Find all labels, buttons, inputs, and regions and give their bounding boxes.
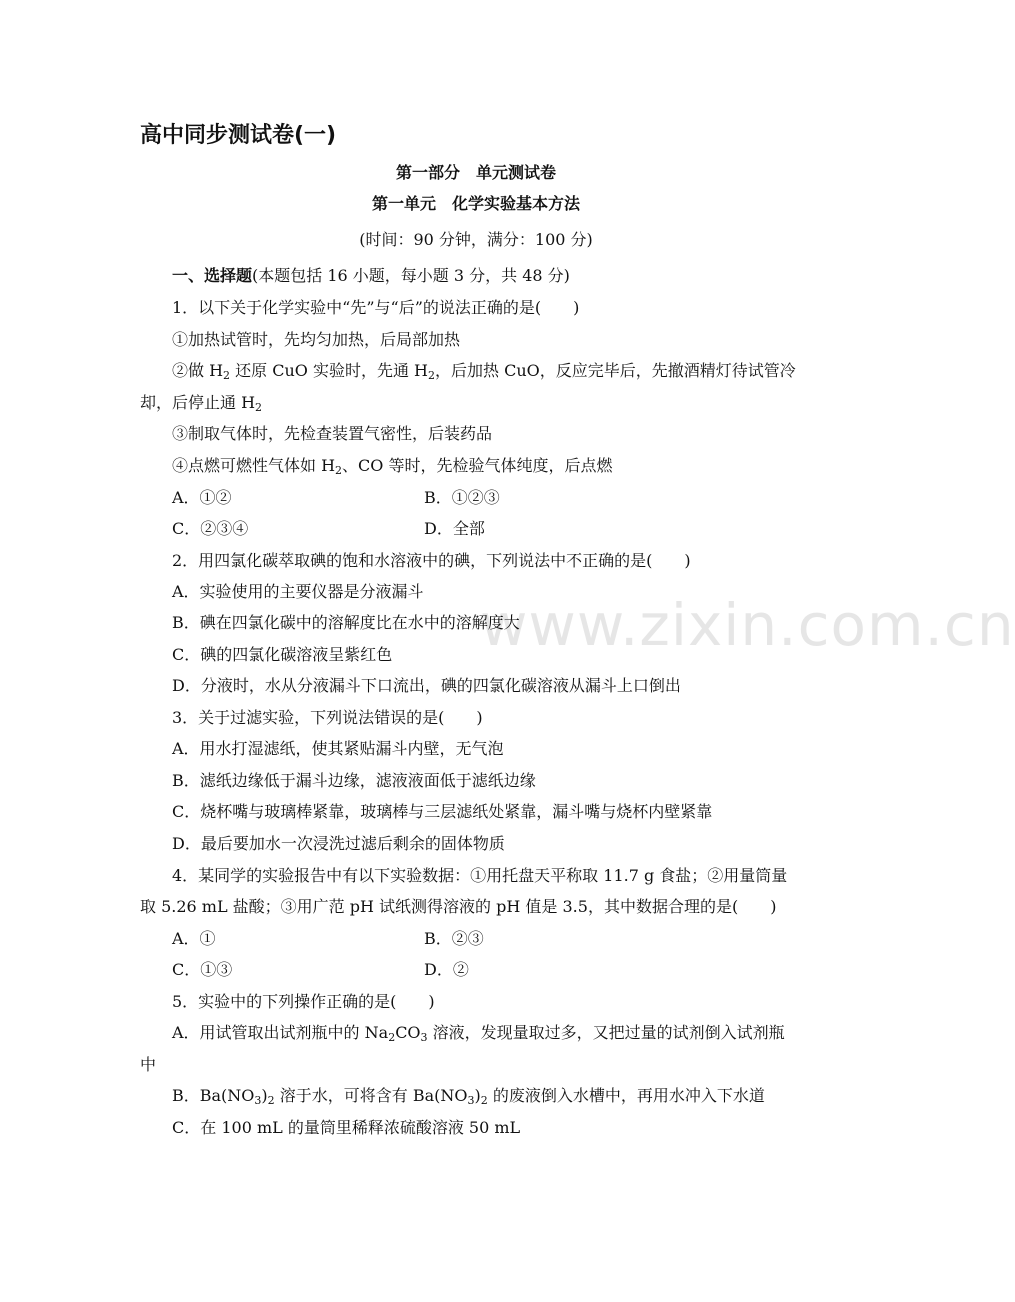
question-4-option-d: D．② [424,960,469,979]
question-3-stem: 3．关于过滤实验，下列说法错误的是( ) [172,708,483,727]
text-run: 溶液，发现量取过多，又把过量的试剂倒入试剂瓶 [427,1023,785,1042]
question-4-option-a: A．① [172,929,216,948]
page-title: 高中同步测试卷(一) [140,123,337,148]
text-run: 、CO 等时，先检验气体纯度，后点燃 [342,456,613,475]
text-run: ) [261,1086,268,1105]
text-run: ) [474,1086,481,1105]
question-1-option-d: D．全部 [424,519,485,538]
question-5-option-a [172,1023,785,1044]
question-2-option-c: C．碘的四氯化碳溶液呈紫红色 [172,645,393,664]
question-5-option-a-continued: 中 [140,1055,157,1074]
subscript: 3 [254,1094,262,1107]
text-run: 却，后停止通 H [140,393,256,412]
text-run: A．用试管取出试剂瓶中的 Na [172,1023,389,1042]
section-heading [172,268,570,284]
question-1-item-2-continued [140,393,263,414]
question-3-option-d: D．最后要加水一次浸洗过滤后剩余的固体物质 [172,834,505,853]
question-5-option-c: C．在 100 mL 的量筒里稀释浓硫酸溶液 50 mL [172,1118,521,1137]
question-1-option-c: C．②③④ [172,519,249,538]
subscript: 2 [255,401,263,414]
subscript: 2 [335,464,343,477]
text-run: 溶于水，可将含有 Ba(NO [274,1086,468,1105]
text-run: ②做 H [172,361,224,380]
section-heading-label: 一、选择题 [172,266,253,285]
question-1-stem: 1．以下关于化学实验中“先”与“后”的说法正确的是( ) [172,298,580,317]
question-4-option-b: B．②③ [424,929,484,948]
exam-meta: (时间：90 分钟，满分：100 分) [359,230,593,249]
question-4-stem-line-1: 4．某同学的实验报告中有以下实验数据：①用托盘天平称取 11.7 g 食盐；②用量筒量 [172,866,788,885]
question-1-option-a: A．①② [172,488,232,507]
section-heading-note: (本题包括 16 小题，每小题 3 分，共 48 分) [252,266,570,285]
text-run: ，后加热 CuO，反应完毕后，先撤酒精灯待试管冷 [435,361,796,380]
question-3-option-c: C．烧杯嘴与玻璃棒紧靠，玻璃棒与三层滤纸处紧靠，漏斗嘴与烧杯内壁紧靠 [172,802,713,821]
question-1-item-1: ①加热试管时，先均匀加热，后局部加热 [172,330,461,349]
subscript: 2 [428,369,436,382]
watermark: www.zixin.com.cn [480,591,1015,659]
text-run: 的废液倒入水槽中，再用水冲入下水道 [487,1086,765,1105]
subscript: 2 [480,1094,488,1107]
question-2-option-a: A．实验使用的主要仪器是分液漏斗 [172,582,424,601]
question-1-item-3: ③制取气体时，先检查装置气密性，后装药品 [172,424,493,443]
question-2-stem: 2．用四氯化碳萃取碘的饱和水溶液中的碘，下列说法中不正确的是( ) [172,551,691,570]
question-1-item-2 [172,361,796,382]
subscript: 3 [420,1031,428,1044]
text-run: ④点燃可燃性气体如 H [172,456,336,475]
question-5-stem: 5．实验中的下列操作正确的是( ) [172,992,435,1011]
question-4-stem-line-2: 取 5.26 mL 盐酸；③用广范 pH 试纸测得溶液的 pH 值是 3.5，其中数据合理的是( ) [140,897,777,916]
question-1-option-b: B．①②③ [424,488,500,507]
question-1-item-4 [172,456,613,477]
question-3-option-a: A．用水打湿滤纸，使其紧贴漏斗内壁，无气泡 [172,739,504,758]
question-4-option-c: C．①③ [172,960,233,979]
subscript: 2 [388,1031,396,1044]
question-2-option-b: B．碘在四氯化碳中的溶解度比在水中的溶解度大 [172,613,520,632]
question-5-option-b [172,1086,765,1107]
part-heading: 第一部分 单元测试卷 [395,163,556,182]
subscript: 3 [467,1094,475,1107]
question-3-option-b: B．滤纸边缘低于漏斗边缘，滤液液面低于滤纸边缘 [172,771,536,790]
text-run: 还原 CuO 实验时，先通 H [230,361,429,380]
unit-heading: 第一单元 化学实验基本方法 [371,194,580,213]
subscript: 2 [223,369,231,382]
text-run: B．Ba(NO [172,1086,255,1105]
subscript: 2 [267,1094,275,1107]
question-2-option-d: D．分液时，水从分液漏斗下口流出，碘的四氯化碳溶液从漏斗上口倒出 [172,676,681,695]
text-run: CO [395,1023,421,1042]
